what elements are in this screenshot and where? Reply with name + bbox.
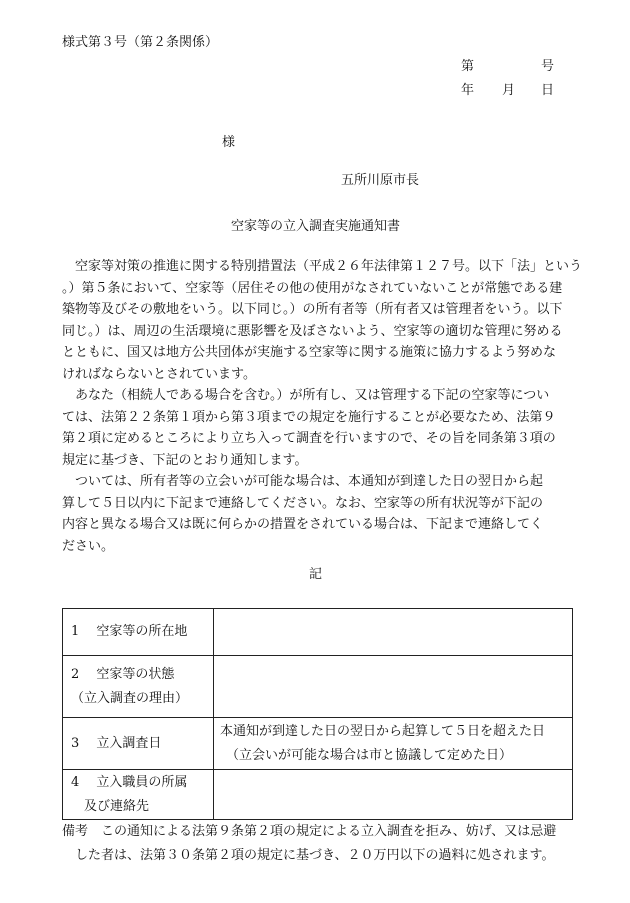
table-value-cell xyxy=(214,770,573,820)
table-label: （立入調査の理由） xyxy=(71,690,189,706)
body-line: 空家等対策の推進に関する特別措置法（平成２６年法律第１２７号。以下「法」という xyxy=(62,259,583,274)
form-label: 様式第３号（第２条関係） xyxy=(62,35,219,50)
body-line: とともに、国又は地方公共団体が実施する空家等に関する施策に協力するよう努めな xyxy=(62,345,557,360)
table-value-cell xyxy=(214,656,573,718)
body-line: ついては、所有者等の立会いが可能な場合は、本通知が到達した日の翌日から起 xyxy=(62,474,544,489)
date-month: 月 xyxy=(502,83,516,98)
date-day: 日 xyxy=(541,83,555,98)
table-label-cell xyxy=(63,609,214,656)
remarks-note xyxy=(62,820,582,868)
table-row xyxy=(63,656,573,718)
body-line: ければならないとされています。 xyxy=(62,366,256,382)
body-line: 。）第５条において、空家等（居住その他の使用がなされていないことが常態である建 xyxy=(62,280,563,296)
table-label-cell xyxy=(63,770,214,820)
table-row xyxy=(63,718,573,770)
body-line: あなた（相続人である場合を含む。）が所有し、又は管理する下記の空家等につい xyxy=(62,388,550,403)
body-line: 同じ。）は、周辺の生活環境に悪影響を及ぼさないよう、空家等の適切な管理に努める xyxy=(62,323,563,339)
remarks-line: した者は、法第３０条第２項の規定に基づき、２０万円以下の過料に処されます。 xyxy=(62,848,555,863)
record-table xyxy=(62,608,573,820)
body-line: ださい。 xyxy=(62,538,115,554)
sender: 五所川原市長 xyxy=(341,173,420,188)
table-label-cell xyxy=(63,656,214,718)
body-line: 第２項に定めるところにより立ち入って調査を行いますので、その旨を同条第３項の xyxy=(62,431,556,446)
table-value: 本通知が到達した日の翌日から起算して５日を超えた日 xyxy=(220,723,546,739)
ki-heading: 記 xyxy=(309,567,323,582)
body-line: 内容と異なる場合又は既に何らかの措置をされている場合は、下記まで連絡してく xyxy=(62,517,544,532)
doc-number-dai: 第 xyxy=(461,59,475,74)
table-label: 1 空家等の所在地 xyxy=(71,624,188,639)
table-value: （立会いが可能な場合は市と協議して定めた日） xyxy=(226,747,513,763)
table-label-cell xyxy=(63,718,214,770)
table-label: 4 立入職員の所属 xyxy=(71,774,188,790)
body-paragraph-2 xyxy=(62,385,574,471)
remarks-line: 備考 この通知による法第９条第２項の規定による立入調査を拒み、妨げ、又は忌避 xyxy=(62,824,557,839)
table-value-cell xyxy=(214,718,573,770)
doc-number-gou: 号 xyxy=(541,59,555,74)
body-paragraph-3 xyxy=(62,471,574,557)
table-value-cell xyxy=(214,609,573,656)
table-label: 及び連絡先 xyxy=(71,798,150,814)
addressee-suffix: 様 xyxy=(222,135,236,150)
body-line: 規定に基づき、下記のとおり通知します。 xyxy=(62,452,308,468)
body-line: 築物等及びその敷地をいう。以下同じ。）の所有者等（所有者又は管理者をいう。以下 xyxy=(62,302,563,317)
document-title: 空家等の立入調査実施通知書 xyxy=(231,219,401,234)
table-label: 2 空家等の状態 xyxy=(71,666,175,682)
body-paragraph-1 xyxy=(62,256,583,385)
date-year: 年 xyxy=(461,83,475,98)
body-line: ては、法第２２条第１項から第３項までの規定を施行することが必要なため、法第９ xyxy=(62,409,556,425)
body-line: 算して５日以内に下記まで連絡してください。なお、空家等の所有状況等が下記の xyxy=(62,495,544,511)
table-label: 3 立入調査日 xyxy=(71,735,162,751)
table-row xyxy=(63,609,573,656)
table-row xyxy=(63,770,573,820)
